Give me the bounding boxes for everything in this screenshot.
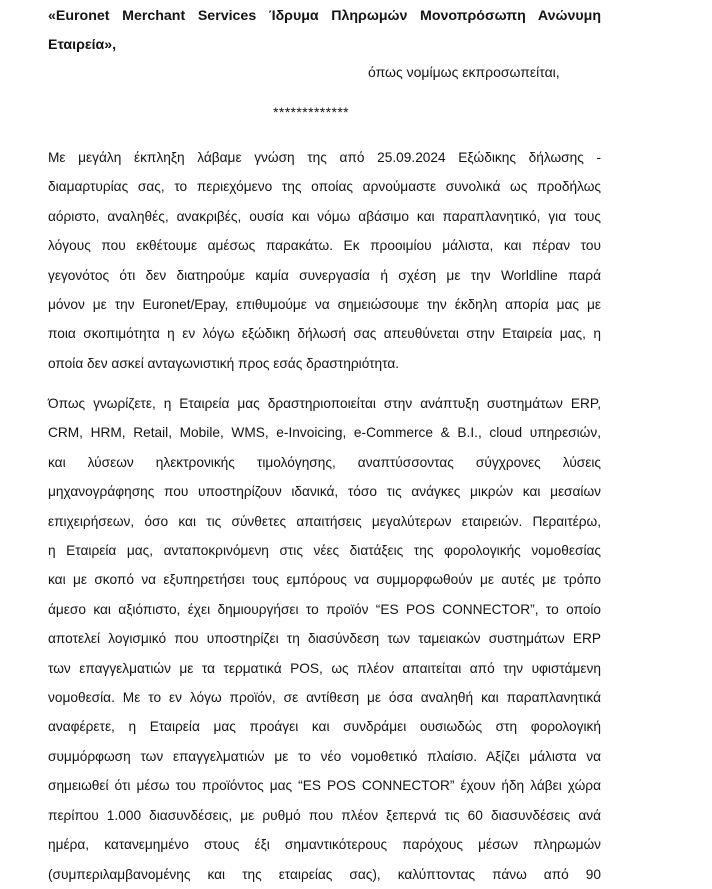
section-separator: ************* <box>273 104 350 120</box>
paragraph-line: και λύσεων ηλεκτρονικής τιμολόγησης, αναπτύσσοντας σύγχρονες λύσεις <box>48 454 601 470</box>
paragraph-line: άμεσο και αξιόπιστο, έχει δημιουργήσει το προϊόν “ES POS CONNECTOR”, το οποίο <box>48 601 601 617</box>
paragraph-line: CRM, HRM, Retail, Mobile, WMS, e-Invoicing, e-Commerce & B.I., cloud υπηρεσιών, <box>48 425 601 441</box>
paragraph-line: αναφέρετε, η Εταιρεία μας προάγει και συνδράμει ουσιωδώς στη φορολογική <box>48 719 601 735</box>
paragraph-line: η Εταιρεία μας, ανταποκρινόμενη στις νέες διατάξεις της φορολογικής νομοθεσίας <box>48 543 601 559</box>
paragraph-company-activity <box>48 389 601 889</box>
paragraph-line: συμμόρφωση των επαγγελματιών με το νέο νομοθετικό πλαίσιο. Αξίζει μάλιστα να <box>48 748 601 764</box>
paragraph-line: λόγους που εκθέτουμε αμέσως παρακάτω. Εκ προοιμίου μάλιστα, και πέραν του <box>48 238 601 254</box>
paragraph-line: Όπως γνωρίζετε, η Εταιρεία μας δραστηριοποιείται στην ανάπτυξη συστημάτων ERP, <box>48 396 601 411</box>
paragraph-line: σημειωθεί ότι μέσω του προϊόντος μας “ES POS CONNECTOR” έχουν ήδη λάβει χώρα <box>48 778 601 794</box>
paragraph-line: νομοθεσία. Με το εν λόγω προϊόν, σε αντίθεση με όσα αναληθή και παραπλανητικά <box>48 690 601 706</box>
paragraph-line: μηχανογράφησης που υποστηρίζουν ιδανικά, τόσο τις ανάγκες μικρών και μεσαίων <box>48 484 601 500</box>
paragraph-line: επιχειρήσεων, όσο και τις σύνθετες απαιτήσεις μεγαλύτερων εταιρειών. Περαιτέρω, <box>48 513 601 529</box>
paragraph-line: ημέρα, κατανεμημένο στους έξι σημαντικότερους παρόχους μέσων πληρωμών <box>48 837 601 853</box>
paragraph-line: Με μεγάλη έκπληξη λάβαμε γνώση της από 25.09.2024 Εξώδικης δήλωσης - <box>48 150 601 165</box>
addressee-company: «Euronet Merchant Services Ίδρυμα Πληρωμών Μονοπρόσωπη Ανώνυμη Εταιρεία», <box>48 8 601 53</box>
paragraph-line: αποτελεί λογισμικό που υποστηρίζει τη διασύνδεση των ταμειακών συστημάτων ERP <box>48 631 601 647</box>
paragraph-line: ποια σκοπιμότητα η εν λόγω εξώδικη δήλωσή σας απευθύνεται στην Εταιρεία μας, η <box>48 326 601 342</box>
paragraph-line: διαμαρτυρίας σας, το περιεχόμενο της οποίας αρνούμαστε συνολικά ως προδήλως <box>48 179 601 195</box>
paragraph-intro <box>48 143 601 378</box>
paragraph-line: (συμπεριλαμβανομένης και της εταιρείας σας), καλύπτοντας πάνω από 90 <box>48 866 601 882</box>
addressee-representation: όπως νομίμως εκπροσωπείται, <box>368 64 560 80</box>
paragraph-line: και με σκοπό να εξυπηρετήσει τους εμπόρους να συμμορφωθούν με αυτές με τρόπο <box>48 572 601 588</box>
paragraph-line: οποία δεν ασκεί ανταγωνιστική προς εσάς δραστηριότητα. <box>48 355 400 371</box>
paragraph-line: μόνον με την Euronet/Epay, επιθυμούμε να σημειώσουμε την έκδηλη απορία μας με <box>48 297 601 313</box>
paragraph-line: περίπου 1.000 διασυνδέσεις, με ρυθμό που πλέον ξεπερνά τις 60 διασυνδέσεις ανά <box>48 807 601 823</box>
paragraph-line: αόριστο, αναληθές, ανακριβές, ουσία και νόμω αβάσιμο και παραπλανητικό, για τους <box>48 208 601 224</box>
paragraph-line: γεγονότος ότι δεν διατηρούμε καμία συνεργασία ή σχέση με την Worldline παρά <box>48 267 601 283</box>
paragraph-line: των επαγγελματιών με τα τερματικά POS, ως πλέον απαιτείται από την υφιστάμενη <box>48 660 601 676</box>
